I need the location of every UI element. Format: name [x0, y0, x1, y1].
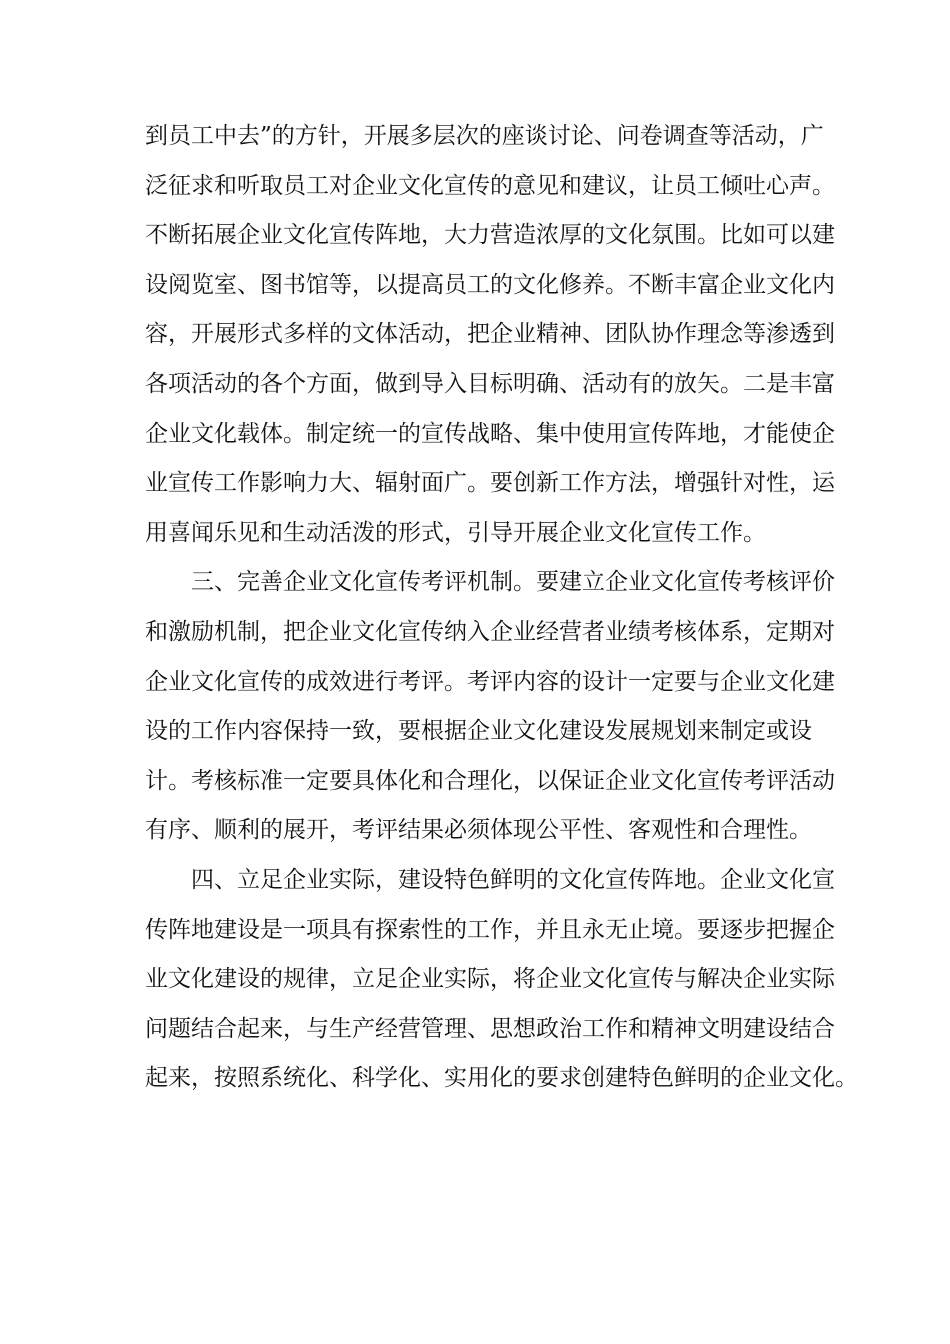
text-line: 业文化建设的规律，立足企业实际，将企业文化宣传与解决企业实际: [145, 966, 835, 993]
document-body: [145, 112, 858, 1104]
text-line: 容，开展形式多样的文体活动，把企业精神、团队协作理念等渗透到: [145, 321, 835, 348]
text-line: 问题结合起来，与生产经营管理、思想政治工作和精神文明建设结合: [145, 1015, 835, 1042]
text-line: 到员工中去”的方针，开展多层次的座谈讨论、问卷调查等活动，广: [145, 123, 824, 149]
text-line: 不断拓展企业文化宣传阵地，大力营造浓厚的文化氛围。比如可以建: [145, 222, 835, 249]
text-line: 泛征求和听取员工对企业文化宣传的意见和建议，让员工倾吐心声。: [145, 172, 835, 199]
text-line: 三、完善企业文化宣传考评机制。要建立企业文化宣传考核评价: [145, 569, 835, 596]
text-line: 各项活动的各个方面，做到导入目标明确、活动有的放矢。二是丰富: [145, 370, 835, 397]
text-line: 企业文化载体。制定统一的宣传战略、集中使用宣传阵地，才能使企: [145, 420, 835, 447]
text-line: 计。考核标准一定要具体化和合理化，以保证企业文化宣传考评活动: [145, 767, 835, 794]
text-line: 设阅览室、图书馆等，以提高员工的文化修养。不断丰富企业文化内: [145, 271, 835, 298]
text-line: 传阵地建设是一项具有探索性的工作，并且永无止境。要逐步把握企: [145, 916, 835, 943]
text-line: 设的工作内容保持一致，要根据企业文化建设发展规划来制定或设: [145, 718, 812, 745]
text-line: 和激励机制，把企业文化宣传纳入企业经营者业绩考核体系，定期对: [145, 618, 835, 645]
text-line: 业宣传工作影响力大、辐射面广。要创新工作方法，增强针对性，运: [145, 470, 835, 497]
text-line: 四、立足企业实际，建设特色鲜明的文化宣传阵地。企业文化宣: [145, 866, 835, 893]
text-line: 企业文化宣传的成效进行考评。考评内容的设计一定要与企业文化建: [145, 668, 835, 695]
text-line: 用喜闻乐见和生动活泼的形式，引导开展企业文化宣传工作。: [145, 519, 766, 546]
text-line: 起来，按照系统化、科学化、实用化的要求创建特色鲜明的企业文化。: [145, 1065, 858, 1092]
text-line: 有序、顺利的展开，考评结果必须体现公平性、客观性和合理性。: [145, 817, 812, 844]
